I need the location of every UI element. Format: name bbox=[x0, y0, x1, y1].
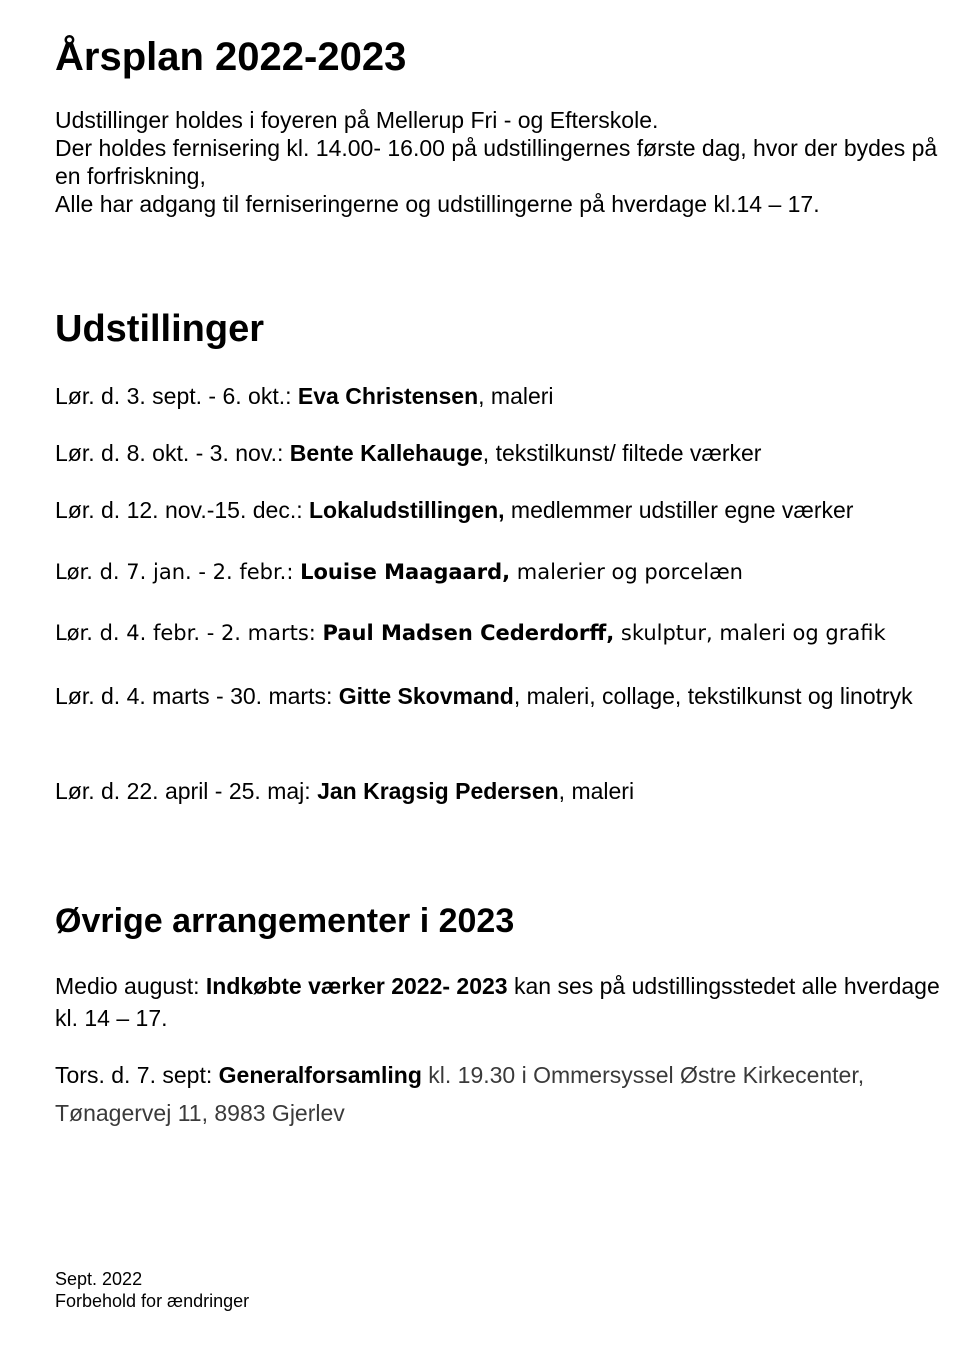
section-heading-ovrige: Øvrige arrangementer i 2023 bbox=[55, 902, 515, 940]
event-date: Tors. d. 7. sept: bbox=[55, 1062, 219, 1088]
exhibition-description: , maleri, collage, tekstilkunst og linotryk bbox=[513, 683, 913, 709]
exhibition-artist: Louise Maagaard, bbox=[300, 560, 511, 584]
exhibition-description: , tekstilkunst/ filtede værker bbox=[482, 440, 762, 466]
footer bbox=[55, 1268, 249, 1312]
footer-note: Forbehold for ændringer bbox=[55, 1291, 250, 1311]
exhibition-item bbox=[55, 556, 940, 588]
intro-line: Udstillinger holdes i foyeren på Mellerup Fri - og Efterskole. bbox=[55, 107, 659, 133]
section-heading-udstillinger: Udstillinger bbox=[55, 308, 265, 350]
event-description: kan ses på udstillingsstedet alle hverdage kl. 14 – 17. bbox=[55, 973, 940, 1031]
exhibition-artist: Paul Madsen Cederdorff, bbox=[322, 621, 615, 645]
exhibition-date: Lør. d. 4. febr. - 2. marts: bbox=[55, 621, 323, 645]
event-date: Medio august: bbox=[55, 973, 206, 999]
event-title: Indkøbte værker 2022- 2023 bbox=[205, 973, 508, 999]
exhibition-item bbox=[55, 775, 940, 807]
exhibition-artist: Gitte Skovmand bbox=[338, 683, 514, 709]
exhibition-description: malerier og porcelæn bbox=[510, 560, 743, 584]
exhibition-description: skulptur, maleri og grafik bbox=[614, 621, 886, 645]
exhibition-description: , maleri bbox=[478, 383, 554, 409]
exhibition-date: Lør. d. 7. jan. - 2. febr.: bbox=[55, 560, 301, 584]
exhibition-artist: Eva Christensen bbox=[297, 383, 479, 409]
event-title: Generalforsamling bbox=[218, 1062, 422, 1088]
footer-date: Sept. 2022 bbox=[55, 1269, 143, 1289]
event-description: kl. 19.30 i Ommersyssel Østre Kirkecenter, Tønagervej 11, 8983 Gjerlev bbox=[55, 1062, 865, 1126]
event-item bbox=[55, 970, 940, 1034]
exhibition-item bbox=[55, 494, 940, 526]
intro-line: Der holdes fernisering kl. 14.00- 16.00 på udstillingernes første dag, hvor der bydes på en forfriskning, bbox=[55, 135, 938, 189]
exhibition-date: Lør. d. 12. nov.-15. dec.: bbox=[55, 497, 309, 523]
page-title: Årsplan 2022-2023 bbox=[55, 35, 407, 79]
exhibition-item bbox=[55, 380, 940, 412]
intro-paragraph bbox=[55, 106, 945, 218]
exhibition-artist: Jan Kragsig Pedersen bbox=[317, 778, 559, 804]
exhibition-date: Lør. d. 8. okt. - 3. nov.: bbox=[55, 440, 290, 466]
exhibition-artist: Bente Kallehauge bbox=[289, 440, 483, 466]
exhibition-date: Lør. d. 22. april - 25. maj: bbox=[55, 778, 318, 804]
exhibition-date: Lør. d. 3. sept. - 6. okt.: bbox=[55, 383, 298, 409]
exhibition-item bbox=[55, 437, 940, 469]
exhibition-item bbox=[55, 680, 940, 712]
exhibition-item bbox=[55, 617, 940, 649]
exhibition-date: Lør. d. 4. marts - 30. marts: bbox=[55, 683, 339, 709]
exhibition-artist: Lokaludstillingen, bbox=[309, 497, 505, 523]
event-item bbox=[55, 1056, 940, 1132]
intro-line: Alle har adgang til ferniseringerne og udstillingerne på hverdage kl.14 – 17. bbox=[55, 191, 820, 217]
exhibition-description: , maleri bbox=[558, 778, 635, 804]
exhibition-description: medlemmer udstiller egne værker bbox=[504, 497, 854, 523]
